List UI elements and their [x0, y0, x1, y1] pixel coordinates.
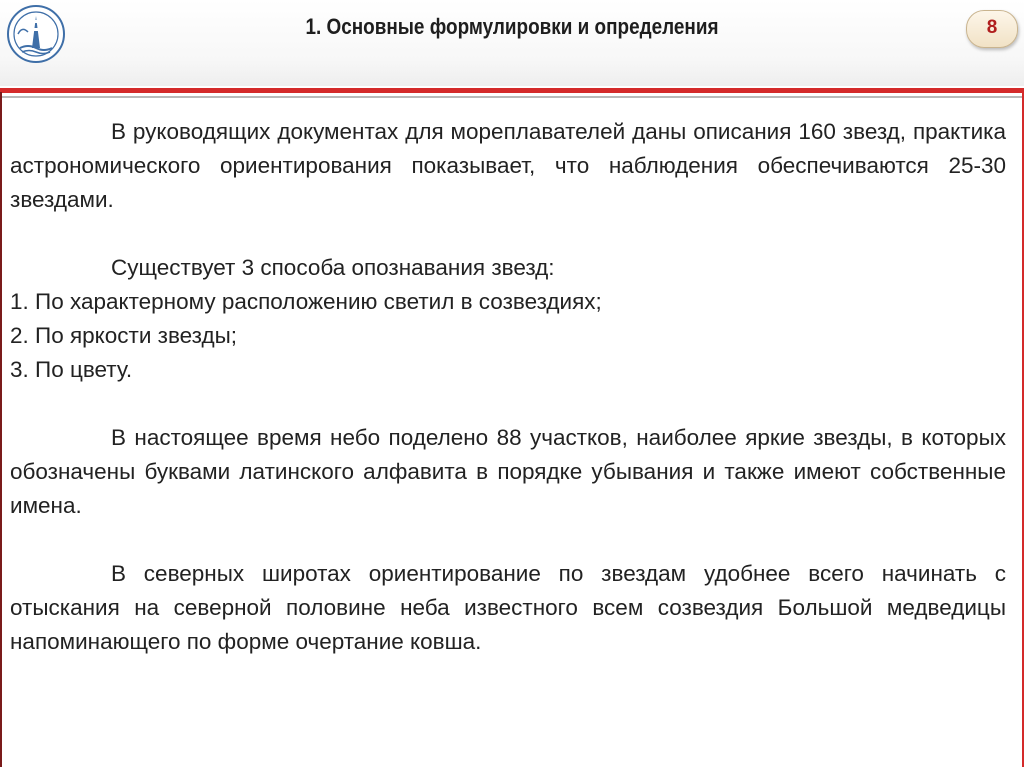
- paragraph-star-descriptions: В руководящих документах для мореплавателей даны описания 160 звезд, практика астрономического ориентирования показывает, что наблюдения обеспечиваются 25-30 звездами.: [10, 119, 1006, 212]
- list-item: 3. По цвету.: [10, 357, 133, 382]
- paragraph-sky-areas: В настоящее время небо поделено 88 участков, наиболее яркие звезды, в которых обозначены буквами латинского алфавита в порядке убывания и также имеют собственные имена.: [10, 425, 1006, 518]
- header-divider-gray: [0, 96, 1024, 98]
- header-divider-red: [0, 88, 1024, 93]
- frame-left-border: [0, 92, 2, 767]
- slide-header: [0, 0, 1024, 86]
- slide-body: [10, 115, 1006, 659]
- list-item: 2. По яркости звезды;: [10, 323, 238, 348]
- list-intro: Существует 3 способа опознавания звезд:: [111, 255, 555, 280]
- slide-title: 1. Основные формулировки и определения: [305, 14, 719, 39]
- page-number: 8: [986, 17, 998, 38]
- page-number-badge: [966, 10, 1018, 48]
- list-item: 1. По характерному расположению светил в созвездиях;: [10, 289, 602, 314]
- university-emblem-icon: [6, 4, 66, 64]
- paragraph-northern-latitudes: В северных широтах ориентирование по звездам удобнее всего начинать с отыскания на северной половине неба известного всем созвездия Большой медведицы напоминающего по форме очертание ковша.: [10, 561, 1006, 654]
